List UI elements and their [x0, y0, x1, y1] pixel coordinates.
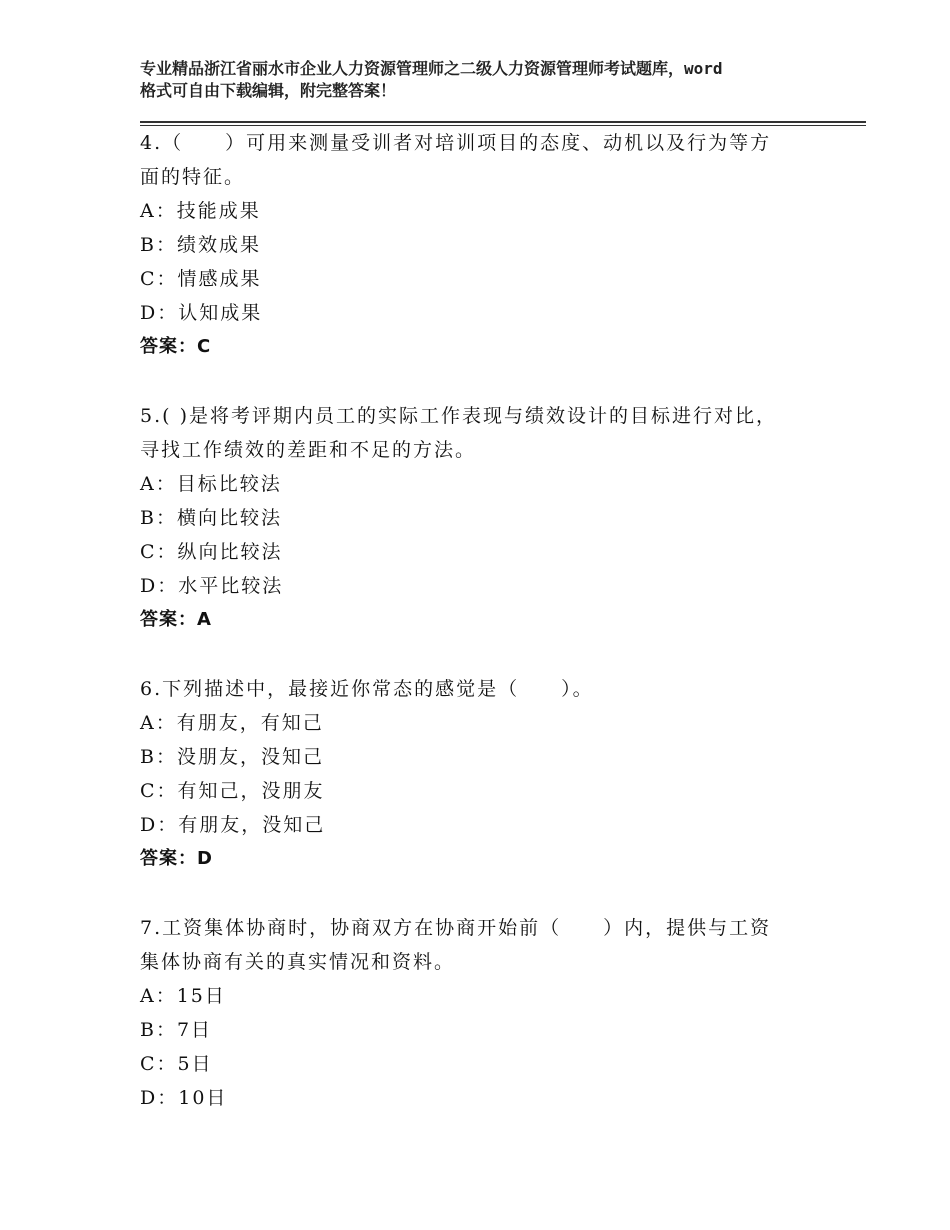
- answer-label: 答案：D: [140, 848, 213, 869]
- question-text-line: 6.下列描述中，最接近你常态的感觉是（ ）。: [140, 678, 594, 700]
- option-b: B：横向比较法: [140, 507, 282, 529]
- question-text: [140, 911, 840, 979]
- option-a: A：目标比较法: [140, 473, 282, 495]
- option-c: C：有知己，没朋友: [140, 780, 325, 802]
- question-text: [140, 126, 840, 194]
- question-text: [140, 672, 840, 706]
- option-a: A：技能成果: [140, 200, 261, 222]
- question-7: [140, 911, 840, 1115]
- option-c: C：纵向比较法: [140, 541, 283, 563]
- question-text-line: 寻找工作绩效的差距和不足的方法。: [140, 439, 477, 461]
- header-line-2: 格式可自由下载编辑，附完整答案！: [140, 81, 397, 100]
- option-c: C：5日: [140, 1053, 213, 1075]
- option-d: D：认知成果: [140, 302, 263, 324]
- option-a: A：15日: [140, 985, 226, 1007]
- option-b: B：没朋友，没知己: [140, 746, 324, 768]
- header-line-1: 专业精品浙江省丽水市企业人力资源管理师之二级人力资源管理师考试题库，word: [140, 59, 723, 78]
- option-d: D：有朋友，没知己: [140, 814, 326, 836]
- header-rule-thick: [140, 121, 866, 123]
- question-text: [140, 399, 840, 467]
- question-text-line: 5.( )是将考评期内员工的实际工作表现与绩效设计的目标进行对比，: [140, 405, 777, 427]
- question-6: [140, 672, 840, 876]
- option-b: B：7日: [140, 1019, 213, 1041]
- option-b: B：绩效成果: [140, 234, 261, 256]
- question-text-line: 4.（ ）可用来测量受训者对培训项目的态度、动机以及行为等方: [140, 132, 772, 154]
- question-4: [140, 126, 840, 364]
- document-header: [140, 58, 830, 102]
- option-c: C：情感成果: [140, 268, 262, 290]
- option-d: D：10日: [140, 1087, 228, 1109]
- option-a: A：有朋友，有知己: [140, 712, 324, 734]
- question-text-line: 7.工资集体协商时，协商双方在协商开始前（ ）内，提供与工资: [140, 917, 772, 939]
- question-text-line: 集体协商有关的真实情况和资料。: [140, 951, 456, 973]
- option-d: D：水平比较法: [140, 575, 284, 597]
- answer-label: 答案：A: [140, 609, 212, 630]
- question-text-line: 面的特征。: [140, 166, 246, 188]
- answer-label: 答案：C: [140, 336, 212, 357]
- question-5: [140, 399, 840, 637]
